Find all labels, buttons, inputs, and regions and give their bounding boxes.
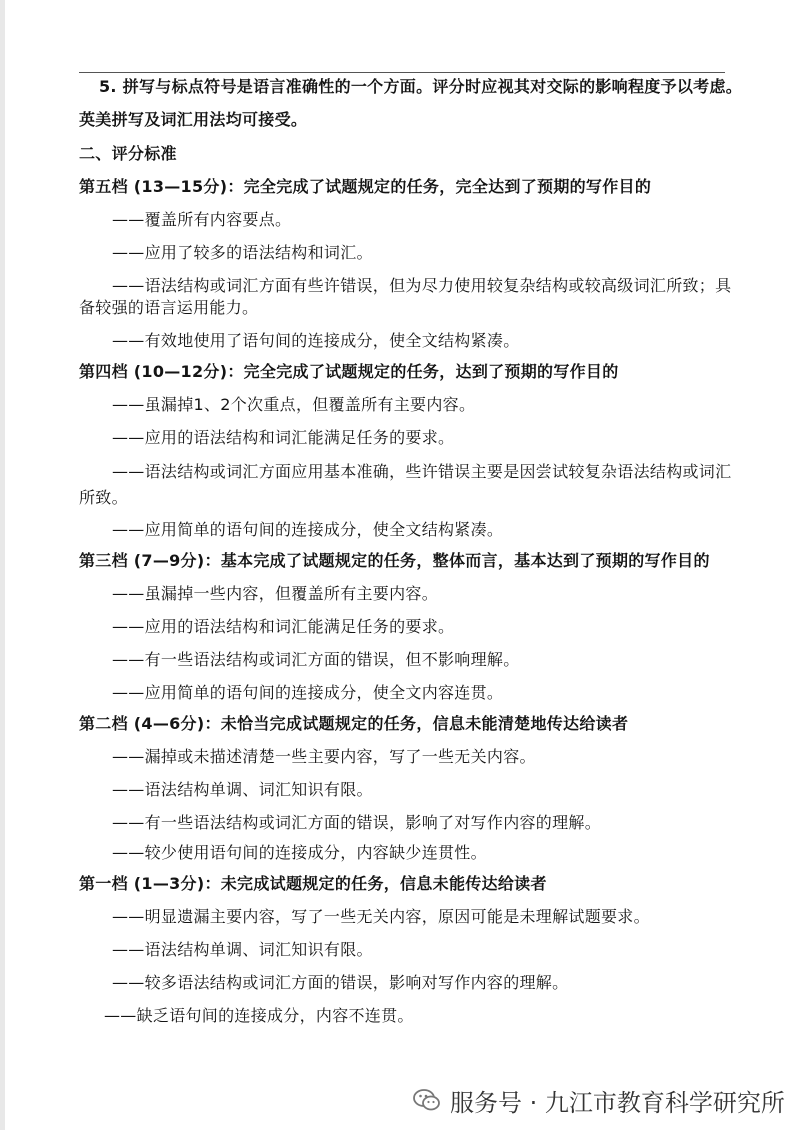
grade-item: ——较多语法结构或词汇方面的错误，影响对写作内容的理解。 (112, 973, 569, 992)
grade-item: ——语法结构单调、词汇知识有限。 (112, 940, 373, 959)
grade-heading: 第三档 (7—9分)：基本完成了试题规定的任务，整体而言，基本达到了预期的写作目的 (79, 551, 710, 570)
grade-heading: 第四档 (10—12分)：完全完成了试题规定的任务，达到了预期的写作目的 (79, 362, 619, 381)
grade-heading: 第二档 (4—6分)：未恰当完成试题规定的任务，信息未能清楚地传达给读者 (79, 714, 629, 733)
grade-item: ——应用的语法结构和词汇能满足任务的要求。 (112, 617, 455, 636)
grade-item: ——应用的语法结构和词汇能满足任务的要求。 (112, 428, 455, 447)
grade-item: ——应用简单的语句间的连接成分，使全文结构紧凑。 (112, 520, 504, 539)
grade-heading: 第一档 (1—3分)：未完成试题规定的任务，信息未能传达给读者 (79, 874, 547, 893)
scan-left-edge (0, 0, 5, 1130)
grade-item: ——有效地使用了语句间的连接成分，使全文结构紧凑。 (112, 331, 520, 350)
grade-item: 所致。 (79, 488, 128, 507)
grade-item: ——漏掉或未描述清楚一些主要内容，写了一些无关内容。 (112, 747, 536, 766)
grade-item: ——较少使用语句间的连接成分，内容缺少连贯性。 (112, 843, 487, 862)
grade-item: ——应用简单的语句间的连接成分，使全文内容连贯。 (112, 683, 504, 702)
wechat-logo-icon (412, 1085, 442, 1115)
section-title: 二、评分标准 (79, 144, 177, 163)
grade-heading: 第五档 (13—15分)：完全完成了试题规定的任务，完全达到了预期的写作目的 (79, 177, 652, 196)
grade-item: ——覆盖所有内容要点。 (112, 210, 292, 229)
grade-item: 备较强的语言运用能力。 (79, 298, 259, 317)
watermark-text: 服务号 · 九江市教育科学研究所 (450, 1088, 785, 1117)
grade-item: ——语法结构单调、词汇知识有限。 (112, 780, 373, 799)
watermark (412, 1080, 785, 1120)
grade-item: ——有一些语法结构或词汇方面的错误，影响了对写作内容的理解。 (112, 813, 602, 832)
grade-item: ——有一些语法结构或词汇方面的错误，但不影响理解。 (112, 650, 520, 669)
grade-item: ——虽漏掉1、2个次重点，但覆盖所有主要内容。 (112, 395, 476, 414)
grade-item: ——虽漏掉一些内容，但覆盖所有主要内容。 (112, 584, 439, 603)
paragraph-line: 5. 拼写与标点符号是语言准确性的一个方面。评分时应视其对交际的影响程度予以考虑。 (99, 77, 743, 96)
grade-item: ——缺乏语句间的连接成分，内容不连贯。 (104, 1006, 414, 1025)
grade-item: ——应用了较多的语法结构和词汇。 (112, 243, 373, 262)
top-divider (79, 72, 725, 73)
paragraph-line: 英美拼写及词汇用法均可接受。 (79, 110, 308, 129)
grade-item: ——语法结构或词汇方面有些许错误，但为尽力使用较复杂结构或较高级词汇所致；具 (112, 276, 732, 295)
grade-item: ——语法结构或词汇方面应用基本准确，些许错误主要是因尝试较复杂语法结构或词汇 (112, 462, 732, 481)
grade-item: ——明显遗漏主要内容，写了一些无关内容，原因可能是未理解试题要求。 (112, 907, 650, 926)
